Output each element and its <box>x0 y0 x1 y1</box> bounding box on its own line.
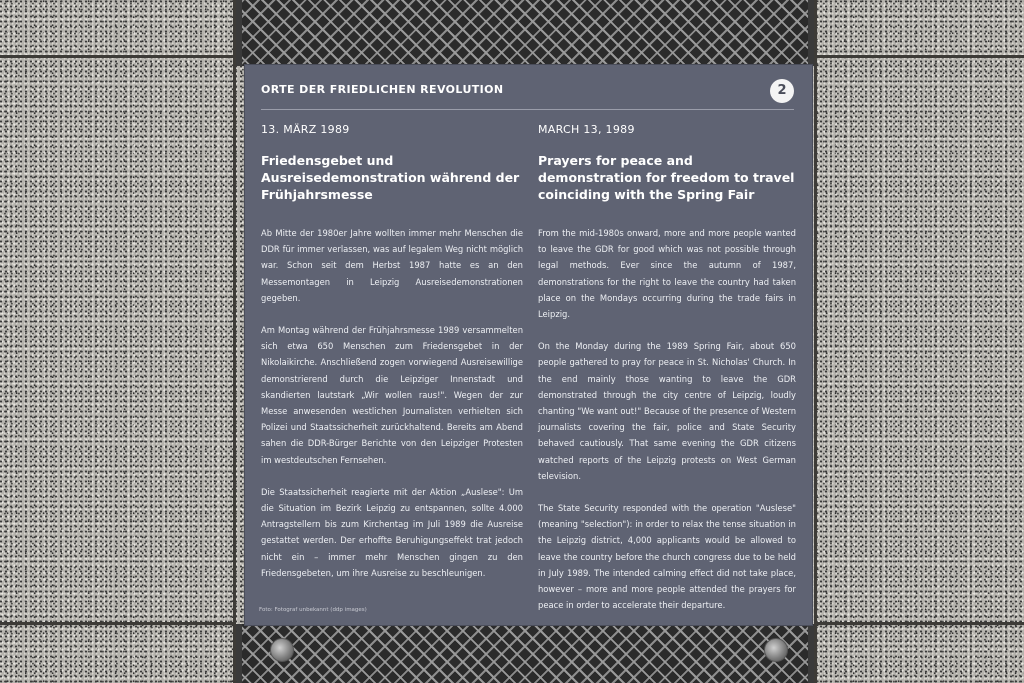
german-paragraph: Ab Mitte der 1980er Jahre wollten immer mehr Menschen die DDR für immer verlassen, was auf legalem Weg nicht möglich war. Schon seit dem Herbst 1987 hatte es an den Messemontagen in Leipzig Ausreisedemonstrationen gegeben. <box>261 228 523 303</box>
english-paragraph: On the Monday during the 1989 Spring Fair, about 650 people gathered to pray for peace in St. Nicholas' Church. In the end mainly those wanting to leave the GDR demonstrated through the city centre of Leipzig, loudly chanting "We want out!" Because of the presence of Western journalists covering the fair, police and State Security behaved cautiously. That same evening the GDR citizens watched reports of the Leipzig protests on West German television. <box>538 341 796 481</box>
wall-joint <box>0 622 236 625</box>
plaque-number-badge: 2 <box>770 79 794 103</box>
plaque-series-title: ORTE DER FRIEDLICHEN REVOLUTION <box>261 83 504 96</box>
wall-joint <box>233 0 236 683</box>
bolt-icon <box>270 638 294 662</box>
english-title: Prayers for peace and demonstration for freedom to travel coinciding with the Spring Fair <box>538 153 795 202</box>
english-paragraph: From the mid-1980s onward, more and more people wanted to leave the GDR for good which was not possible through legal methods. Ever since the autumn of 1987, demonstrations for the right to leave the country had taken place on the Mondays occurring during the trade fairs in Leipzig. <box>538 228 796 320</box>
divider <box>261 109 794 110</box>
wall-joint <box>814 0 817 683</box>
german-column <box>261 123 523 597</box>
metal-mesh-bottom <box>236 624 814 683</box>
wall-joint <box>814 55 1024 58</box>
german-date: 13. MÄRZ 1989 <box>261 123 350 136</box>
metal-mesh-top <box>236 0 814 66</box>
wall-joint <box>0 55 236 58</box>
bolt-icon <box>764 638 788 662</box>
english-column <box>538 123 796 629</box>
german-paragraph: Die Staatssicherheit reagierte mit der Aktion „Auslese": Um die Situation im Bezirk Leipzig zu entspannen, sollte 4.000 Antragstellern bis zum Kirchentag im Juli 1989 die Ausreise gestattet werden. Der erhoffte Beruhigungseffekt trat jedoch nicht ein – immer mehr Menschen gingen zu den Friedensgebeten, um ihre Ausreise zu beschleunigen. <box>261 486 523 578</box>
information-plaque <box>244 64 813 626</box>
wall-joint <box>814 622 1024 625</box>
english-paragraph: The State Security responded with the operation "Auslese" (meaning "selection"): in order to relax the tense situation in the Leipzig district, 4,000 applicants would be allowed to leave the country before the church congress due to be held in July 1989. The intended calming effect did not take place, however – more and more people attended the prayers for peace in order to accelerate their departure. <box>538 503 796 611</box>
photo-credit: Foto: Fotograf unbekannt (ddp images) <box>259 607 367 613</box>
english-date: MARCH 13, 1989 <box>538 123 635 136</box>
german-title: Friedensgebet und Ausreisedemonstration während der Frühjahrsmesse <box>261 153 520 202</box>
german-paragraph: Am Montag während der Frühjahrsmesse 1989 versammelten sich etwa 650 Menschen zum Friedensgebet in der Nikolaikirche. Anschließend zogen vorwiegend Ausreisewillige demonstrierend durch die Leipziger Innenstadt und skandierten lautstark „Wir wollen raus!". Wegen der zur Messe anwesenden westlichen Journalisten verhielten sich Polizei und Staatssicherheit zurückhaltend. Bereits am Abend sahen die DDR-Bürger Berichte von den Leipziger Protesten im westdeutschen Fernsehen. <box>261 325 523 465</box>
